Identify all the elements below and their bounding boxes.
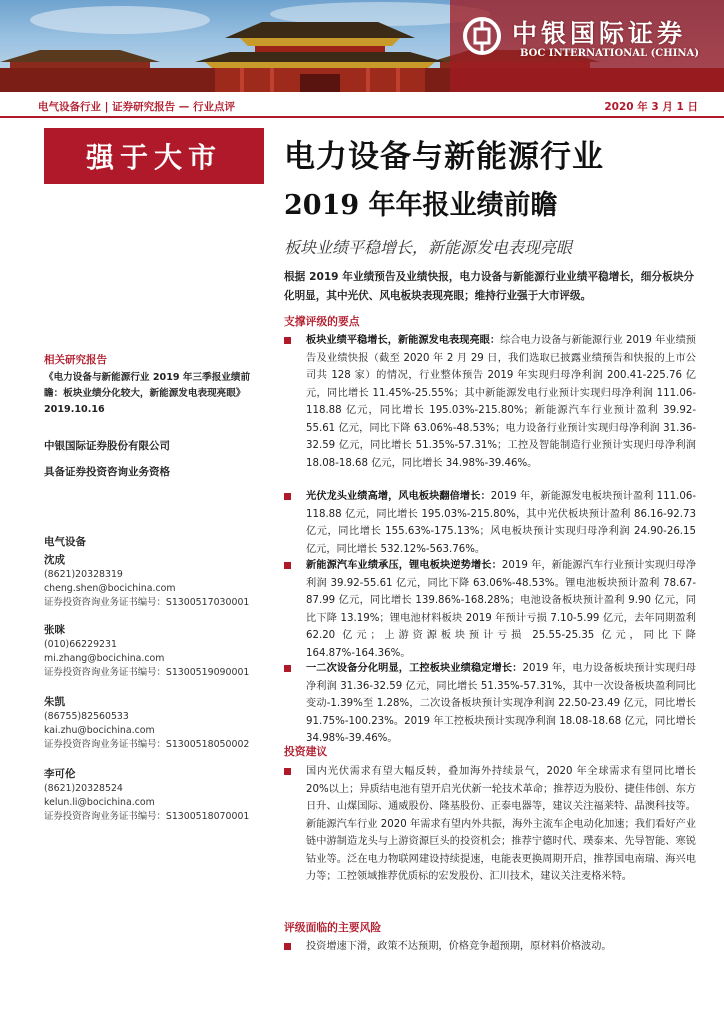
analyst-card: [44, 766, 266, 824]
list-item: [284, 660, 696, 748]
bullet-text: 国内光伏需求有望大幅反转，叠加海外持续景气，2020 年全球需求有望同比增长 20%以上；异质结电池有望开启光伏新一轮技术革命；推荐迈为股份、捷佳伟创、东方日升、山煤国际、通威股份、隆基股份、正泰电器等，建议关注福莱特、晶澳科技等。新能源汽车行业 2020 年需求有望内外共振，海外主流车企电动化加速；我们看好产业链中游制造龙头与上游资源巨头的投资机会；推荐宁德时代、璞泰来、先导智能、寒锐钴业等。泛在电力物联网建设持续提速，电能表更换周期开启，推荐国电南瑞、海兴电力等；工控领域推荐优质标的宏发股份、汇川技术，建议关注麦格米特。: [306, 766, 696, 882]
bullet-square-icon: [284, 943, 291, 950]
bullet-text: 2019 年，新能源发电板块预计盈利 111.06-118.88 亿元，同比增长 195.03%-215.80%，其中光伏板块预计盈利 86.16-92.73 亿元，同比增长 155.63%-175.13%；风电板块预计实现归母净利润 24.90-26.15 亿元，同比增长 532.12%-563.76%。: [306, 491, 696, 555]
list-item: [284, 488, 696, 558]
company-name: 中银国际证券股份有限公司: [44, 440, 170, 452]
report-title-line2: 2019 年年报业绩前瞻: [284, 190, 558, 221]
list-item: [284, 763, 696, 886]
report-title: 电力设备与新能源行业: [284, 139, 604, 175]
bullet-text: 综合电力设备与新能源行业 2019 年业绩预告及业绩快报（截至 2020 年 2 月 29 日，我们选取已披露业绩预告和快报的上市公司共 128 家）的情况，行业整体预告 2019 年实现归母净利润 200.41-225.76 亿元，同比增长 11.45%-25.55%；其中新能源发电行业预计实现归母净利润 111.06-118.88 亿元，同比增长 195.03%-215.80%；新能源汽车行业预计盈利 39.92-55.61 亿元，同比下降 63.06%-48.53%；电力设备行业预计实现归母净利润 31.36-32.59 亿元，同比增长 51.35%-57.31%；工控及智能制造行业预计实现归母净利润 18.08-18.68 亿元，同比增长 34.98%-39.46%。: [306, 335, 696, 469]
analyst-phone: (86755)82560533: [44, 711, 129, 722]
report-header-strip: [0, 94, 724, 118]
analyst-cert: 证券投资咨询业务证书编号：S1300517030001: [44, 597, 250, 608]
analyst-name: 李可伦: [44, 768, 76, 780]
brand-name-cn: 中银国际证券: [512, 19, 687, 48]
analyst-email[interactable]: mi.zhang@bocichina.com: [44, 653, 165, 664]
bullet-text: 2019 年，电力设备板块预计实现归母净利润 31.36-32.59 亿元，同比增长 51.35%-57.31%，其中一次设备板块盈利同比变动-1.39%至 1.28%，二次设备板块预计实现净利润 22.50-23.49 亿元，同比增长 91.75%-100.23%。2019 年工控板块预计实现净利润 18.08-18.68 亿元，同比增长 34.98%-39.46%。: [306, 663, 696, 744]
analyst-phone: (010)66229231: [44, 639, 117, 650]
analyst-name: 朱凯: [44, 696, 65, 708]
brand-name-en: BOC INTERNATIONAL (CHINA): [520, 48, 700, 59]
bullet-heading: 板块业绩平稳增长，新能源发电表现亮眼：: [306, 335, 501, 346]
bullet-heading: 一二次设备分化明显，工控板块业绩稳定增长：: [306, 663, 523, 674]
analyst-cert: 证券投资咨询业务证书编号：S1300519090001: [44, 667, 250, 678]
bullet-square-icon: [284, 665, 291, 672]
qualification-text: 具备证券投资咨询业务资格: [44, 466, 170, 478]
bullet-square-icon: [284, 768, 291, 775]
boc-logo-icon: [462, 16, 502, 56]
analyst-phone: (8621)20328319: [44, 569, 123, 580]
list-item: [284, 557, 696, 662]
analyst-email[interactable]: kai.zhu@bocichina.com: [44, 725, 155, 736]
analyst-name: 张咪: [44, 624, 65, 636]
rating-badge: 强于大市: [44, 128, 264, 184]
analyst-cert: 证券投资咨询业务证书编号：S1300518050002: [44, 739, 250, 750]
bullet-heading: 新能源汽车业绩承压，锂电板块逆势增长：: [306, 560, 502, 571]
list-item: [284, 938, 696, 956]
section-title-risks: 评级面临的主要风险: [284, 921, 382, 934]
report-subtitle: 板块业绩平稳增长，新能源发电表现亮眼: [284, 238, 573, 257]
breadcrumb: 电气设备行业 | 证券研究报告 — 行业点评: [38, 101, 235, 113]
bullet-square-icon: [284, 493, 291, 500]
related-report-link[interactable]: 《电力设备与新能源行业 2019 年三季报业绩前瞻：板块业绩分化较大，新能源发电表现亮眼》2019.10.16: [44, 372, 251, 415]
analyst-email[interactable]: cheng.shen@bocichina.com: [44, 583, 176, 594]
bullet-text: 投资增速下滑，政策不达预期，价格竞争超预期，原材料价格波动。: [306, 941, 612, 952]
header-banner: [0, 0, 724, 92]
bullet-square-icon: [284, 337, 291, 344]
analyst-email[interactable]: kelun.li@bocichina.com: [44, 797, 155, 808]
bullet-heading: 光伏龙头业绩高增，风电板块翻倍增长：: [306, 491, 491, 502]
analyst-card: [44, 622, 266, 680]
list-item: [284, 332, 696, 472]
bullet-text: 2019 年，新能源汽车行业预计实现归母净利润 39.92-55.61 亿元，同比下降 63.06%-48.53%。锂电池板块预计盈利 78.67-87.99 亿元，同比增长 139.86%-168.28%；电池设备板块预计盈利 9.90 亿元，同比下降 13.19%；锂电池材料板块 2019 年预计亏损 7.10-5.99 亿元，去年同期盈利 62.20 亿元；上游资源板块预计亏损 25.55-25.35 亿元，同比下降 164.87%-164.36%。: [306, 560, 697, 659]
sector-label: 电气设备: [44, 536, 86, 548]
report-summary: 根据 2019 年业绩预告及业绩快报，电力设备与新能源行业业绩平稳增长，细分板块分化明显，其中光伏、风电板块表现亮眼；维持行业强于大市评级。: [284, 271, 694, 302]
section-title-investment: 投资建议: [284, 745, 328, 758]
analyst-name: 沈成: [44, 554, 65, 566]
analyst-card: [44, 552, 266, 610]
analyst-cert: 证券投资咨询业务证书编号：S1300518070001: [44, 811, 250, 822]
related-reports-title: 相关研究报告: [44, 354, 107, 366]
report-date: 2020 年 3 月 1 日: [604, 101, 698, 113]
bullet-square-icon: [284, 562, 291, 569]
analyst-card: [44, 694, 266, 752]
section-title-key-points: 支撑评级的要点: [284, 315, 360, 328]
analyst-phone: (8621)20328524: [44, 783, 123, 794]
